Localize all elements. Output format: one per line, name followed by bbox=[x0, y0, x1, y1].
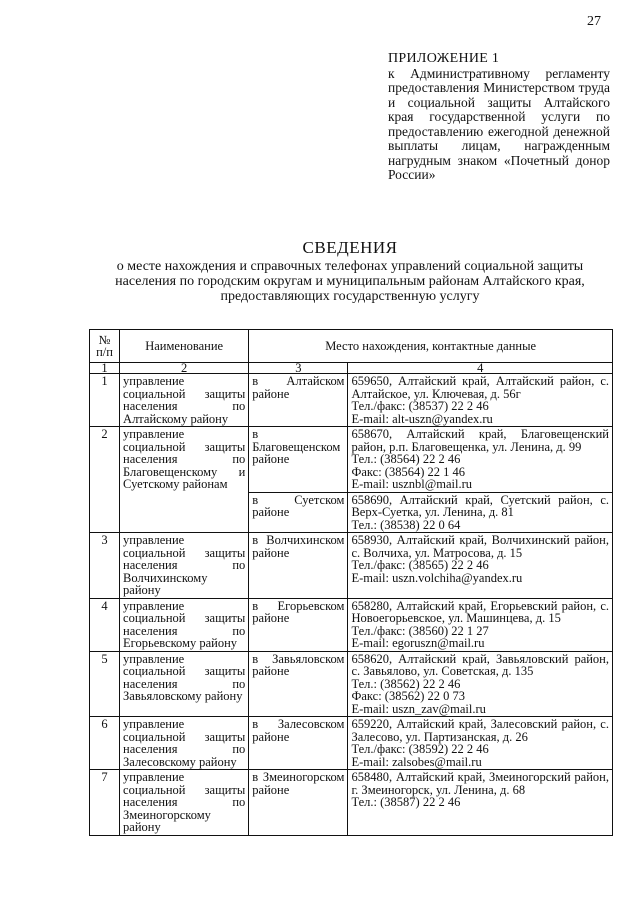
column-number: 1 bbox=[90, 363, 120, 374]
office-location: в Алтайском районе bbox=[249, 374, 348, 427]
office-contact: 659650, Алтайский край, Алтайский район, с. Алтайское, ул. Ключевая, д. 56г Тел./факс: (38537) 22 2 46 E-mail: alt-uszn@yandex.ru bbox=[348, 374, 613, 427]
office-location: в Залесовском районе bbox=[249, 717, 348, 770]
office-contact: 658620, Алтайский край, Завьяловский район, с. Завьялово, ул. Советская, д. 135 Тел.: (38562) 22 2 46 Факс: (38562) 22 0 73 E-mail: uszn_zav@mail.ru bbox=[348, 651, 613, 717]
appendix-block bbox=[388, 52, 610, 183]
office-name: управление социальной защиты населения по Волчихинскому району bbox=[120, 533, 249, 599]
appendix-title: ПРИЛОЖЕНИЕ 1 bbox=[388, 51, 500, 66]
row-number: 2 bbox=[90, 427, 120, 533]
header-num: № п/п bbox=[90, 330, 120, 363]
table-row bbox=[90, 651, 613, 717]
office-contact: 658480, Алтайский край, Змеиногорский район, г. Змеиногорск, ул. Ленина, д. 68 Тел.: (38587) 22 2 46 bbox=[348, 770, 613, 836]
row-number: 5 bbox=[90, 651, 120, 717]
office-location: в Благовещенском районе bbox=[249, 427, 348, 493]
office-contact: 658930, Алтайский край, Волчихинский район, с. Волчиха, ул. Матросова, д. 15 Тел./факс: (38565) 22 2 46 E-mail: uszn.volchiha@yandex.ru bbox=[348, 533, 613, 599]
office-name: управление социальной защиты населения по Алтайскому району bbox=[120, 374, 249, 427]
office-location: в Завьяловском районе bbox=[249, 651, 348, 717]
header-name: Наименование bbox=[120, 330, 249, 363]
heading-subtitle: о месте нахождения и справочных телефонах управлений социальной защиты населения по городским округам и муниципальным районам Алтайского края, предоставляющих государственную услугу bbox=[115, 259, 585, 304]
column-number: 2 bbox=[120, 363, 249, 374]
table-header-row bbox=[90, 330, 613, 363]
column-number: 3 bbox=[249, 363, 348, 374]
offices-table bbox=[89, 329, 613, 836]
row-number: 1 bbox=[90, 374, 120, 427]
row-number: 7 bbox=[90, 770, 120, 836]
table-row bbox=[90, 770, 613, 836]
office-name: управление социальной защиты населения по Залесовскому району bbox=[120, 717, 249, 770]
table-row bbox=[90, 427, 613, 493]
office-contact: 658670, Алтайский край, Благовещенский район, р.п. Благовещенка, ул. Ленина, д. 99 Тел.: (38564) 22 2 46 Факс: (38564) 22 1 46 E-mail: usznbl@mail.ru bbox=[348, 427, 613, 493]
appendix-text: к Административному регламенту предоставления Министерством труда и социальной защиты Алтайского края государственной услуги по предоставлению ежегодной денежной выплаты лицам, награжденным нагрудным знаком «Почетный донор России» bbox=[388, 65, 610, 182]
column-numbers-row bbox=[90, 363, 613, 374]
office-contact: 658280, Алтайский край, Егорьевский район, с. Новоегорьевское, ул. Машинцева, д. 15 Тел./факс: (38560) 22 1 27 E-mail: egoruszn@mail.ru bbox=[348, 598, 613, 651]
office-contact: 659220, Алтайский край, Залесовский район, с. Залесово, ул. Партизанская, д. 26 Тел./факс: (38592) 22 2 46 E-mail: zalsobes@mail.ru bbox=[348, 717, 613, 770]
office-location: в Волчихинском районе bbox=[249, 533, 348, 599]
document-heading bbox=[110, 238, 590, 304]
table-row bbox=[90, 598, 613, 651]
column-number: 4 bbox=[348, 363, 613, 374]
table-row bbox=[90, 374, 613, 427]
row-number: 6 bbox=[90, 717, 120, 770]
header-location: Место нахождения, контактные данные bbox=[249, 330, 613, 363]
office-location: в Суетском районе bbox=[249, 492, 348, 533]
office-name: управление социальной защиты населения по Завьяловскому району bbox=[120, 651, 249, 717]
page-number: 27 bbox=[587, 14, 601, 29]
row-number: 4 bbox=[90, 598, 120, 651]
office-name: управление социальной защиты населения по Благовещенскому и Суетскому районам bbox=[120, 427, 249, 533]
office-name: управление социальной защиты населения по Змеиногорскому району bbox=[120, 770, 249, 836]
row-number: 3 bbox=[90, 533, 120, 599]
table-row bbox=[90, 717, 613, 770]
office-contact: 658690, Алтайский край, Суетский район, с. Верх-Суетка, ул. Ленина, д. 81 Тел.: (38538) 22 0 64 bbox=[348, 492, 613, 533]
table-row bbox=[90, 533, 613, 599]
office-location: в Змеиногорском районе bbox=[249, 770, 348, 836]
office-name: управление социальной защиты населения по Егорьевскому району bbox=[120, 598, 249, 651]
heading-title: СВЕДЕНИЯ bbox=[302, 238, 398, 257]
office-location: в Егорьевском районе bbox=[249, 598, 348, 651]
